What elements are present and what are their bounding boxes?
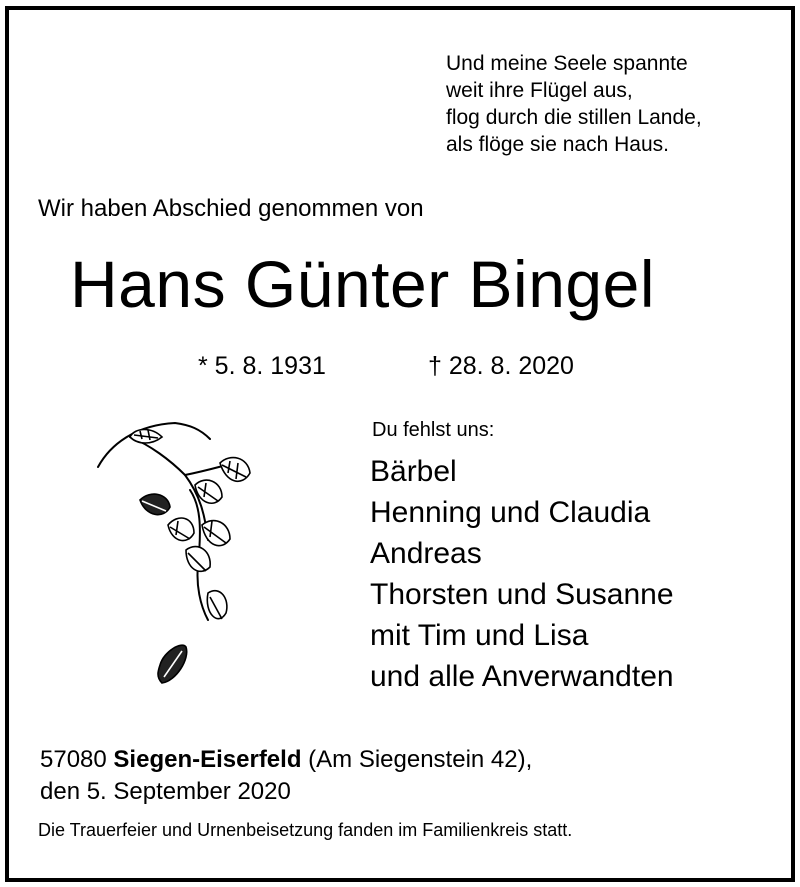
poem-line: Und meine Seele spannte — [446, 52, 688, 75]
address-block — [40, 744, 532, 808]
poem — [446, 50, 702, 158]
mourner-line: Bärbel — [370, 455, 457, 488]
birth-date: * 5. 8. 1931 — [198, 352, 326, 380]
mourners-heading: Du fehlst uns: — [372, 419, 495, 441]
town: Siegen-Eiserfeld — [113, 746, 302, 773]
mourner-line: und alle Anverwandten — [370, 660, 674, 693]
poem-line: weit ihre Flügel aus, — [446, 79, 633, 102]
poem-line: flog durch die stillen Lande, — [446, 106, 702, 129]
deceased-name: Hans Günter Bingel — [70, 247, 655, 321]
address-line — [40, 744, 532, 776]
mourner-line: Thorsten und Susanne — [370, 578, 674, 611]
street: (Am Siegenstein 42), — [308, 746, 533, 773]
death-date: † 28. 8. 2020 — [428, 352, 574, 380]
postal-code: 57080 — [40, 746, 107, 773]
poem-line: als flöge sie nach Haus. — [446, 133, 669, 156]
funeral-note: Die Trauerfeier und Urnenbeisetzung fanden im Familienkreis statt. — [38, 820, 573, 840]
mourner-line: Andreas — [370, 537, 482, 570]
mourners-list — [370, 451, 674, 697]
intro-text: Wir haben Abschied genommen von — [38, 195, 424, 222]
mourner-line: mit Tim und Lisa — [370, 619, 589, 652]
mourner-line: Henning und Claudia — [370, 496, 651, 529]
date-line: den 5. September 2020 — [40, 778, 291, 805]
birch-branch-leaves-icon — [90, 415, 260, 695]
